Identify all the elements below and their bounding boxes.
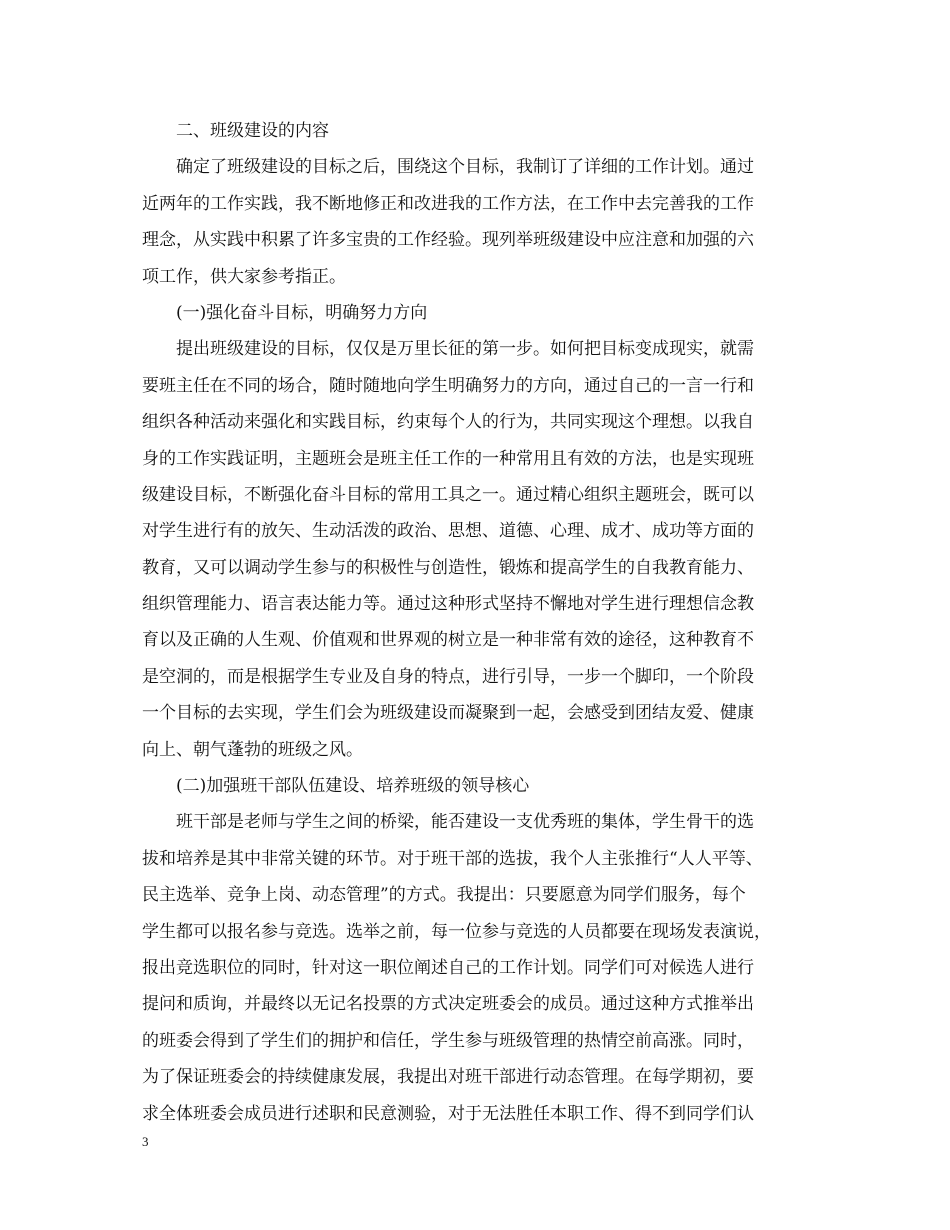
paragraph-line: 一个目标的去实现，学生们会为班级建设而凝聚到一起，会感受到团结友爱、健康	[142, 703, 754, 724]
paragraph-line: 近两年的工作实践，我不断地修正和改进我的工作方法，在工作中去完善我的工作	[142, 193, 754, 214]
paragraph-line: 是空洞的，而是根据学生专业及自身的特点，进行引导，一步一个脚印，一个阶段	[142, 666, 754, 687]
paragraph-line: 确定了班级建设的目标之后，围绕这个目标，我制订了详细的工作计划。通过	[176, 157, 754, 178]
paragraph-line: 对学生进行有的放矢、生动活泼的政治、思想、道德、心理、成才、成功等方面的	[142, 521, 754, 542]
paragraph-line: 的班委会得到了学生们的拥护和信任，学生参与班级管理的热情空前高涨。同时，	[142, 1030, 754, 1051]
paragraph-line: 要班主任在不同的场合，随时随地向学生明确努力的方向，通过自己的一言一行和	[142, 375, 754, 396]
paragraph-line: 项工作，供大家参考指正。	[142, 266, 346, 287]
paragraph-line: 学生都可以报名参与竞选。选举之前，每一位参与竞选的人员都要在现场发表演说，	[142, 921, 771, 942]
paragraph-line: 提问和质询，并最终以无记名投票的方式决定班委会的成员。通过这种方式推举出	[142, 994, 754, 1015]
document-body	[142, 113, 814, 1132]
paragraph-line: 理念，从实践中积累了许多宝贵的工作经验。现列举班级建设中应注意和加强的六	[142, 230, 754, 251]
paragraph-line: 育以及正确的人生观、价值观和世界观的树立是一种非常有效的途径，这种教育不	[142, 630, 754, 651]
section-heading: 二、班级建设的内容	[176, 121, 329, 141]
paragraph-line: 组织各种活动来强化和实践目标，约束每个人的行为，共同实现这个理想。以我自	[142, 412, 754, 433]
page-number: 3	[142, 1134, 149, 1149]
paragraph-line: 提出班级建设的目标，仅仅是万里长征的第一步。如何把目标变成现实，就需	[176, 339, 754, 360]
paragraph-line: 级建设目标，不断强化奋斗目标的常用工具之一。通过精心组织主题班会，既可以	[142, 484, 754, 505]
paragraph-line: 组织管理能力、语言表达能力等。通过这种形式坚持不懈地对学生进行理想信念教	[142, 594, 754, 615]
paragraph-line: 身的工作实践证明，主题班会是班主任工作的一种常用且有效的方法，也是实现班	[142, 448, 754, 469]
paragraph-line: 教育，又可以调动学生参与的积极性与创造性，锻炼和提高学生的自我教育能力、	[142, 557, 754, 578]
paragraph-line: 班干部是老师与学生之间的桥梁，能否建设一支优秀班的集体，学生骨干的选	[176, 812, 754, 833]
subsection-heading: (一)强化奋斗目标，明确努力方向	[176, 302, 428, 323]
paragraph-line: 求全体班委会成员进行述职和民意测验，对于无法胜任本职工作、得不到同学们认	[142, 1103, 754, 1124]
subsection-heading: (二)加强班干部队伍建设、培养班级的领导核心	[176, 776, 530, 797]
paragraph-line: 报出竞选职位的同时，针对这一职位阐述自己的工作计划。同学们可对候选人进行	[142, 957, 754, 978]
paragraph-line: 向上、朝气蓬勃的班级之风。	[142, 739, 363, 760]
paragraph-line: 为了保证班委会的持续健康发展，我提出对班干部进行动态管理。在每学期初，要	[142, 1067, 754, 1088]
paragraph-line: 民主选举、竞争上岗、动态管理”的方式。我提出：只要愿意为同学们服务，每个	[142, 885, 746, 906]
paragraph-line: 拔和培养是其中非常关键的环节。对于班干部的选拔，我个人主张推行“人人平等、	[142, 848, 763, 869]
